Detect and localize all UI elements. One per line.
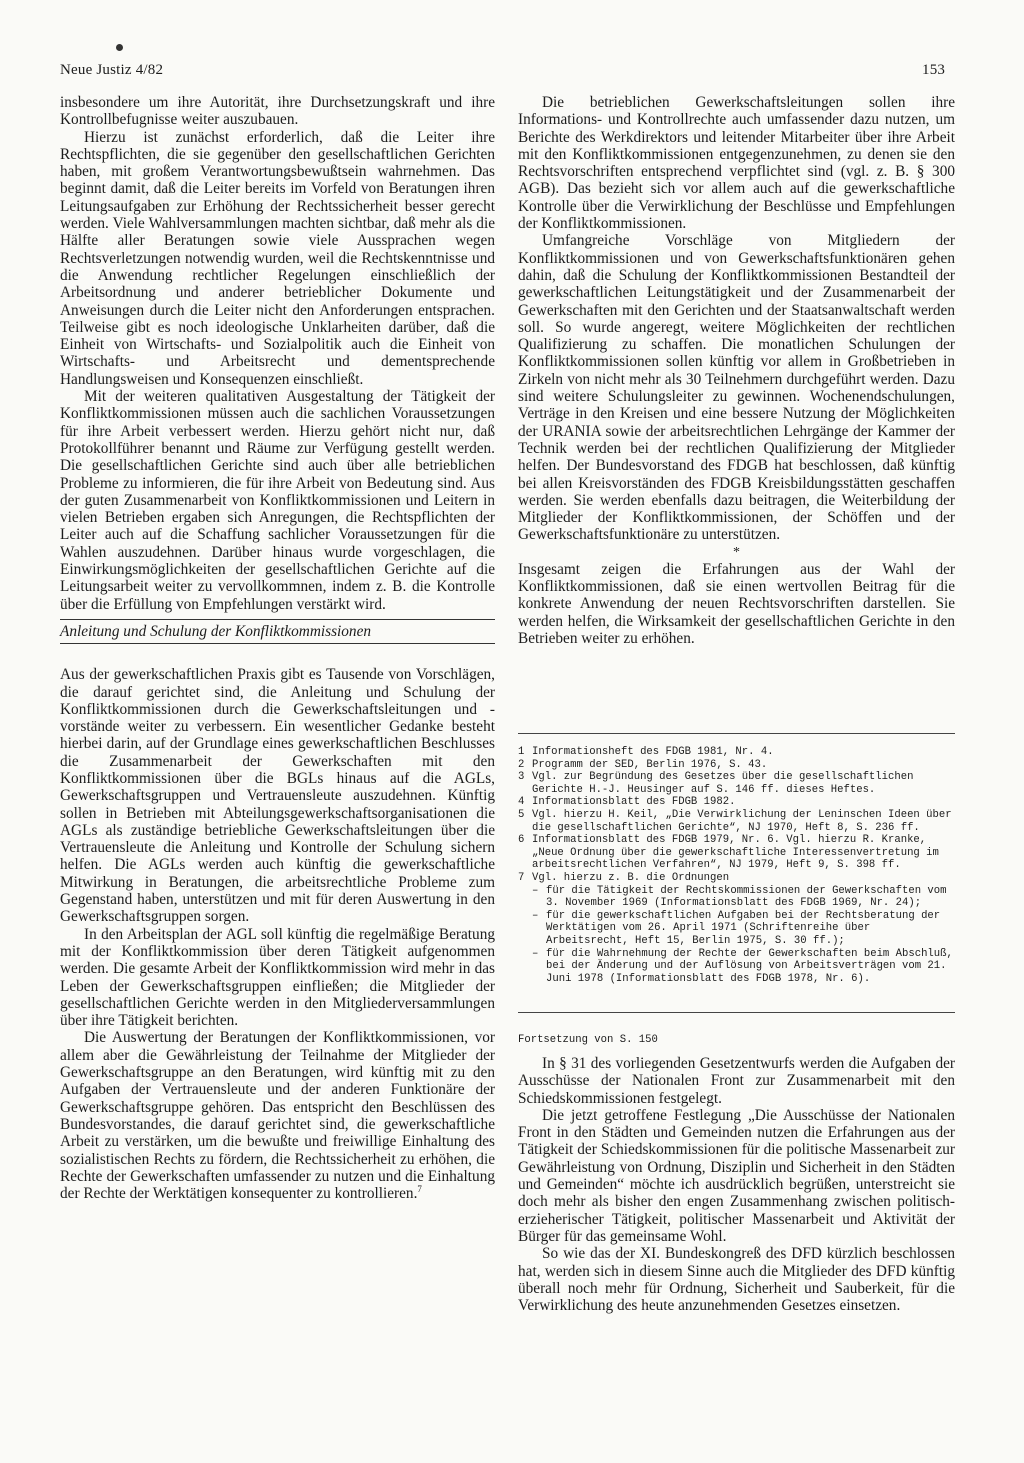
footnote	[518, 796, 955, 809]
paragraph: So wie das der XI. Bundeskongreß des DFD kürzlich beschlossen hat, werden sich in diesem Sinne auch die Mitglieder des DFD künftig überall noch mehr für Ordnung, Sicherheit und Sauberkeit, für die Verwirklichung des heute anzunehmenden Gesetzes einsetzen.	[518, 1245, 955, 1315]
journal-title: Neue Justiz 4/82	[60, 62, 164, 78]
footnote-subitem	[518, 885, 955, 910]
footnote-number: 6	[518, 834, 525, 847]
footnote-rule-bottom	[518, 1012, 955, 1013]
paragraph: Hierzu ist zunächst erforderlich, daß die Leiter ihre Rechtspflichten, die sie gegenüber den gesellschaftlichen Gerichten haben, mit großem Verantwortungsbewußtsein wahrnehmen. Das beginnt damit, daß die Leiter bereits im Vorfeld von Beratungen ihren Leitungsaufgaben zur Erhöhung der Rechtssicherheit besser gerecht werden. Viele Wahlversammlungen machten sichtbar, daß mehr als die Hälfte aller Beratungen sowie viele Aussprachen wegen Rechtsverletzungen notwendig wurden, weil die Rechtskenntnisse und die Anwendung rechtlicher Regelungen einschließlich der Arbeitsordnung und anderer betrieblicher Dokumente und Anweisungen durch die Leiter nicht den Anforderungen entsprachen. Teilweise gibt es noch ideologische Unklarheiten darüber, daß die Einheit von Wirtschafts- und Sozialpolitik auch die Einheit von Wirtschafts- und Arbeitsrecht und dementsprechende Handlungsweisen und Konsequenzen einschließt.	[60, 128, 495, 388]
footnote-reference[interactable]: 7	[417, 1184, 422, 1195]
footnote-text: Vgl. zur Begründung des Gesetzes über die gesellschaftlichen Gerichte H.-J. Heusinger auf S. 146 ff. dieses Heftes.	[532, 771, 914, 796]
dash-bullet: –	[532, 884, 539, 897]
footnote-text: Vgl. hierzu H. Keil, „Die Verwirklichung der Leninschen Ideen über die gesellschaftlichen Gerichte“, NJ 1970, Heft 8, S. 236 ff.	[532, 808, 952, 834]
footnote-subitem-text: für die Wahrnehmung der Rechte der Gewerkschaften beim Abschluß, bei der Änderung und der Auflösung von Arbeitsverträgen vom 21. Juni 1978 (Informationsblatt des FDGB 1978, Nr. 6).	[546, 947, 953, 985]
paragraph: In den Arbeitsplan der AGL soll künftig die regelmäßige Beratung mit der Konfliktkommission über deren Tätigkeit aufgenommen werden. Die gesamte Arbeit der Konfliktkommission wird mehr in das Leben der Gewerkschaftsgruppen einfließen; die Mitglieder der gesellschaftlichen Gerichte werden in den Mitgliederversammlungen über ihre Tätigkeit berichten.	[60, 925, 495, 1030]
left-column	[60, 94, 495, 1202]
paragraph-with-footnote	[60, 1029, 495, 1202]
footnote	[518, 872, 955, 885]
conclusion-paragraph: Insgesamt zeigen die Erfahrungen aus der Wahl der Konfliktkommissionen, daß sie einen wertvollen Beitrag für die konkrete Anwendung der neuen Rechtsvorschriften darstellen. Sie werden helfen, die Wirksamkeit der gesellschaftlichen Gerichte in den Betrieben weiter zu erhöhen.	[518, 560, 955, 647]
paragraph: In § 31 des vorliegenden Gesetzentwurfs werden die Aufgaben der Ausschüsse der Nationalen Front zur Zusammenarbeit mit den Schiedskommissionen festgelegt.	[518, 1055, 955, 1107]
footnote-subitem	[518, 910, 955, 948]
continuation-label: Fortsetzung von S. 150	[518, 1034, 658, 1046]
paragraph-text: Die Auswertung der Beratungen der Konfliktkommissionen, vor allem aber die Gewährleistung der Teilnahme der Mitglieder der Gewerkschaftsgruppe an den Beratungen, wird künftig mit zu den Aufgaben der Vertrauensleute und der anderen Funktionäre der Gewerkschaftsgruppe gehören. Das entspricht den Beschlüssen des Bundesvorstandes, die darauf gerichtet sind, die gewerkschaftliche Arbeit zu verstärken, um die bewußte und freiwillige Einhaltung des sozialistischen Rechts zu fördern, die Rechtssicherheit zu erhöhen, die Rechte der Gewerkschaften umfassender zu nutzen und die Einhaltung der Rechte der Werktätigen konsequenter zu kontrollieren.	[60, 1029, 495, 1203]
dash-bullet: –	[532, 947, 539, 960]
footnote-text: Informationsblatt des FDGB 1982.	[532, 796, 736, 809]
footnote-rule-top	[518, 733, 955, 734]
section-separator: *	[733, 544, 740, 560]
footnote	[518, 771, 955, 796]
continuation-text	[518, 1055, 955, 1314]
footnote-text: Informationsblatt des FDGB 1979, Nr. 6. Vgl. hierzu R. Kranke, „Neue Ordnung über die gewerkschaftliche Interessenvertretung im arbeitsrechtlichen Verfahren“, NJ 1979, Heft 9, S. 398 ff.	[532, 834, 939, 872]
paragraph: Die betrieblichen Gewerkschaftsleitungen sollen ihre Informations- und Kontrollrechte auch umfassender dazu nutzen, um Berichte des Werkdirektors und leitender Mitarbeiter über ihre Arbeit mit den Konfliktkommissionen entgegenzunehmen, zu denen sie den Rechtsvorschriften entsprechend verpflichtet sind (vgl. z. B. § 300 AGB). Das bezieht sich vor allem auch auf die gewerkschaftliche Kontrolle über die Verwirklichung der Beschlüsse und Empfehlungen der Konfliktkommissionen.	[518, 94, 955, 233]
page-mark	[116, 44, 123, 51]
footnote-text: Informationsheft des FDGB 1981, Nr. 4.	[532, 746, 774, 758]
footnote-text: Programm der SED, Berlin 1976, S. 43.	[532, 758, 768, 771]
footnote-subitem-text: für die Tätigkeit der Rechtskommissionen der Gewerkschaften vom 3. November 1969 (Informationsblatt des FDGB 1969, Nr. 24);	[546, 884, 947, 910]
paragraph: Mit der weiteren qualitativen Ausgestaltung der Tätigkeit der Konfliktkommissionen müssen auch die sachlichen Voraussetzungen für ihre Arbeit verbessert werden. Hierzu gehört nicht nur, daß Protokollführer benannt und Räume zur Verfügung gestellt werden. Die gesellschaftlichen Gerichte sind auch über alle betrieblichen Probleme zu informieren, die für ihre Arbeit von Bedeutung sind. Aus der guten Zusammenarbeit von Konfliktkommissionen und Leitern in vielen Betrieben ergaben sich Anregungen, die Rechtspflichten der Leiter auch auf die Schaffung sachlicher Voraussetzungen für die Wahlen auszudehnen. Darüber hinaus wurde vorgeschlagen, die Einwirkungsmöglichkeiten der gesellschaftlichen Gerichte auf die Leitungsarbeit weiter zu vervollkommnen, indem z. B. die Kontrolle über die Erfüllung von Empfehlungen verstärkt wird.	[60, 388, 495, 613]
footnote-subitem	[518, 948, 955, 986]
dash-bullet: –	[532, 909, 539, 922]
footnote-subitem-text: für die gewerkschaftlichen Aufgaben bei der Rechtsberatung der Werktätigen vom 26. April 1971 (Schriftenreihe über Arbeitsrecht, Heft 15, Berlin 1975, S. 30 ff.);	[546, 909, 941, 947]
page-number: 153	[922, 62, 946, 78]
section-heading: Anleitung und Schulung der Konfliktkommissionen	[60, 619, 495, 644]
footnote	[518, 834, 955, 872]
right-column	[518, 94, 955, 647]
footnote-number: 4	[518, 796, 525, 809]
footnote	[518, 809, 955, 834]
footnotes	[518, 746, 955, 985]
footnote-number: 5	[518, 808, 525, 821]
paragraph: Die jetzt getroffene Festlegung „Die Ausschüsse der Nationalen Front in den Städten und Gemeinden nutzen die Erfahrungen aus der Tätigkeit der Schiedskommissionen für die politische Massenarbeit zur Gewährleistung von Ordnung, Disziplin und Sicherheit in den Städten und Gemeinden“ möchte ich ausdrücklich begrüßen, unterstreicht sie doch mehr als bisher den engen Zusammenhang zwischen politisch-erzieherischer Tätigkeit, politischer Massenarbeit und Aktivität der Bürger für das gemeinsame Wohl.	[518, 1106, 955, 1245]
footnote-text: Vgl. hierzu z. B. die Ordnungen	[532, 871, 730, 884]
paragraph: insbesondere um ihre Autorität, ihre Durchsetzungskraft und ihre Kontrollbefugnisse weiter auszubauen.	[60, 94, 495, 129]
footnote-number: 2	[518, 758, 525, 771]
footnote-number: 3	[518, 771, 525, 784]
footnote-number: 1	[518, 746, 525, 758]
paragraph: Umfangreiche Vorschläge von Mitgliedern der Konfliktkommissionen und von Gewerkschaftsfunktionären gehen dahin, daß die Schulung der Konfliktkommissionen Bestandteil der gewerkschaftlichen Leitungstätigkeit und der Zusammenarbeit der Gewerkschaften mit den Gerichten und der Staatsanwaltschaft werden soll. So wurde angeregt, weitere Möglichkeiten der rechtlichen Qualifizierung zu schaffen. Die monatlichen Schulungen der Konfliktkommissionen sollen künftig vor allem in Großbetrieben in Zirkeln von nicht mehr als 30 Teilnehmern durchgeführt werden. Dazu sind weitere Schulungsleiter zu gewinnen. Wochenendschulungen, Verträge in den Kreisen und eine bessere Nutzung der Möglichkeiten der URANIA sowie der arbeitsrechtlichen Lehrgänge der Kammer der Technik werden bei der rechtlichen Qualifizierung der Mitglieder helfen. Der Bundesvorstand des FDGB hat beschlossen, daß künftig bei allen Kreisvorständen des FDGB Kreisbildungsstätten geschaffen werden. Sie werden ebenfalls dazu beitragen, die Weiterbildung der Mitglieder der Konfliktkommissionen, der Schöffen und der Gewerkschaftsfunktionäre zu unterstützen.	[518, 232, 955, 544]
footnote	[518, 746, 955, 759]
footnote-number: 7	[518, 871, 525, 884]
footnote	[518, 759, 955, 772]
paragraph: Aus der gewerkschaftlichen Praxis gibt es Tausende von Vorschlägen, die darauf gerichtet sind, die Anleitung und Schulung der Konfliktkommissionen durch die Gewerkschaftsleitungen und -vorstände weiter zu verbessern. Ein wesentlicher Gedanke besteht hierbei darin, auf der Grundlage eines gewerkschaftlichen Beschlusses die Zusammenarbeit der Gewerkschaften mit den Konfliktkommissionen über die BGLs hinaus auf die AGLs, Gewerkschaftsgruppen und Vertrauensleute auszudehnen. Künftig sollen in Betrieben mit Abteilungsgewerkschaftsorganisationen die AGLs als zuständige betriebliche Gewerkschaftsleitungen über die Vertrauensleute die Anleitung und Kontrolle der Schulung sichern helfen. Die AGLs werden auch künftig die gewerkschaftliche Mitwirkung in Beratungen, die arbeitsrechtliche Probleme zum Gegenstand haben, unterstützen und mit für deren Auswertung in den Gewerkschaftsgruppen sorgen.	[60, 666, 495, 926]
